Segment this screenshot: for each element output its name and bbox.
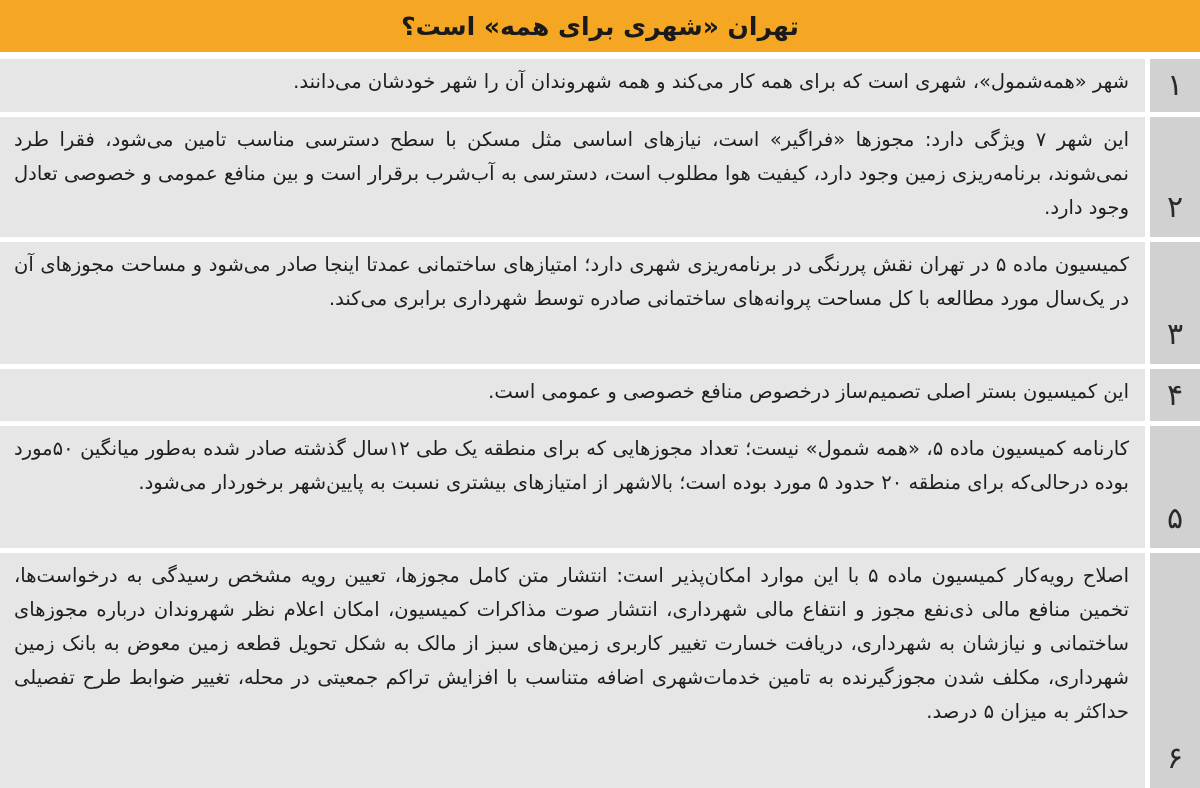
table-row bbox=[0, 242, 1200, 364]
row-text: این کمیسیون بستر اصلی تصمیم‌ساز درخصوص منافع خصوصی و عمومی است. bbox=[0, 369, 1145, 421]
page-title: تهران «شهری برای همه» است؟ bbox=[401, 11, 799, 41]
table-row bbox=[0, 59, 1200, 112]
table-row bbox=[0, 117, 1200, 237]
table-row bbox=[0, 426, 1200, 548]
divider bbox=[1145, 426, 1150, 548]
divider bbox=[1145, 553, 1150, 788]
table-row bbox=[0, 369, 1200, 421]
row-number: ۴ bbox=[1150, 369, 1200, 421]
row-number: ۶ bbox=[1150, 553, 1200, 788]
row-number: ۱ bbox=[1150, 59, 1200, 112]
row-number: ۳ bbox=[1150, 242, 1200, 364]
table-header bbox=[0, 0, 1200, 52]
row-text: اصلاح رویه‌کار کمیسیون ماده ۵ با این موارد امکان‌پذیر است: انتشار متن کامل مجوزها، تعیین رویه مشخص رسیدگی به درخواست‌ها، تخمین منافع مالی ذی‌نفع مجوز و انتفاع مالی شهرداری، انتشار صوت مذاکرات کمیسیون، امکان اعلام نظر شهروندان درباره مجوزهای ساختمانی و نیازشان به شهرداری، دریافت خسارت تغییر کاربری زمین‌های سبز از مالک به شکل تحویل قطعه زمین معوض به بانک زمین شهرداری، مکلف شدن مجوزگیرنده به تامین خدمات‌شهری اضافه متناسب با افزایش تراکم جمعیتی در محله، تغییر ضوابط طرح تفصیلی حداکثر به میزان ۵ درصد. bbox=[0, 553, 1145, 788]
divider bbox=[1145, 369, 1150, 421]
divider bbox=[1145, 242, 1150, 364]
row-number: ۵ bbox=[1150, 426, 1200, 548]
table-row bbox=[0, 553, 1200, 788]
row-text: کارنامه کمیسیون ماده ۵، «همه شمول» نیست؛ تعداد مجوزهایی که برای منطقه یک طی ۱۲سال گذشته صادر شده به‌طور میانگین ۵۰مورد بوده درحالی‌که برای منطقه ۲۰ حدود ۵ مورد بوده است؛ بالاشهر از امتیازهای بیشتری نسبت به پایین‌شهر برخوردار می‌شود. bbox=[0, 426, 1145, 548]
row-text: شهر «همه‌شمول»، شهری است که برای همه کار می‌کند و همه شهروندان آن را شهر خودشان می‌دانند. bbox=[0, 59, 1145, 112]
row-number: ۲ bbox=[1150, 117, 1200, 237]
row-text: این شهر ۷ ویژگی دارد: مجوزها «فراگیر» است، نیازهای اساسی مثل مسکن با سطح دسترسی مناسب تامین می‌شود، فقرا طرد نمی‌شوند، برنامه‌ریزی زمین وجود دارد، کیفیت هوا مطلوب است، دسترسی به آب‌شرب برقرار است و بین منافع عمومی و خصوصی تعادل وجود دارد. bbox=[0, 117, 1145, 237]
divider bbox=[1145, 59, 1150, 112]
row-text: کمیسیون ماده ۵ در تهران نقش پررنگی در برنامه‌ریزی شهری دارد؛ امتیازهای ساختمانی عمدتا اینجا صادر می‌شود و مساحت مجوزهای آن در یک‌سال مورد مطالعه با کل مساحت پروانه‌های ساختمانی صادره توسط شهرداری برابری می‌کند. bbox=[0, 242, 1145, 364]
divider bbox=[1145, 117, 1150, 237]
